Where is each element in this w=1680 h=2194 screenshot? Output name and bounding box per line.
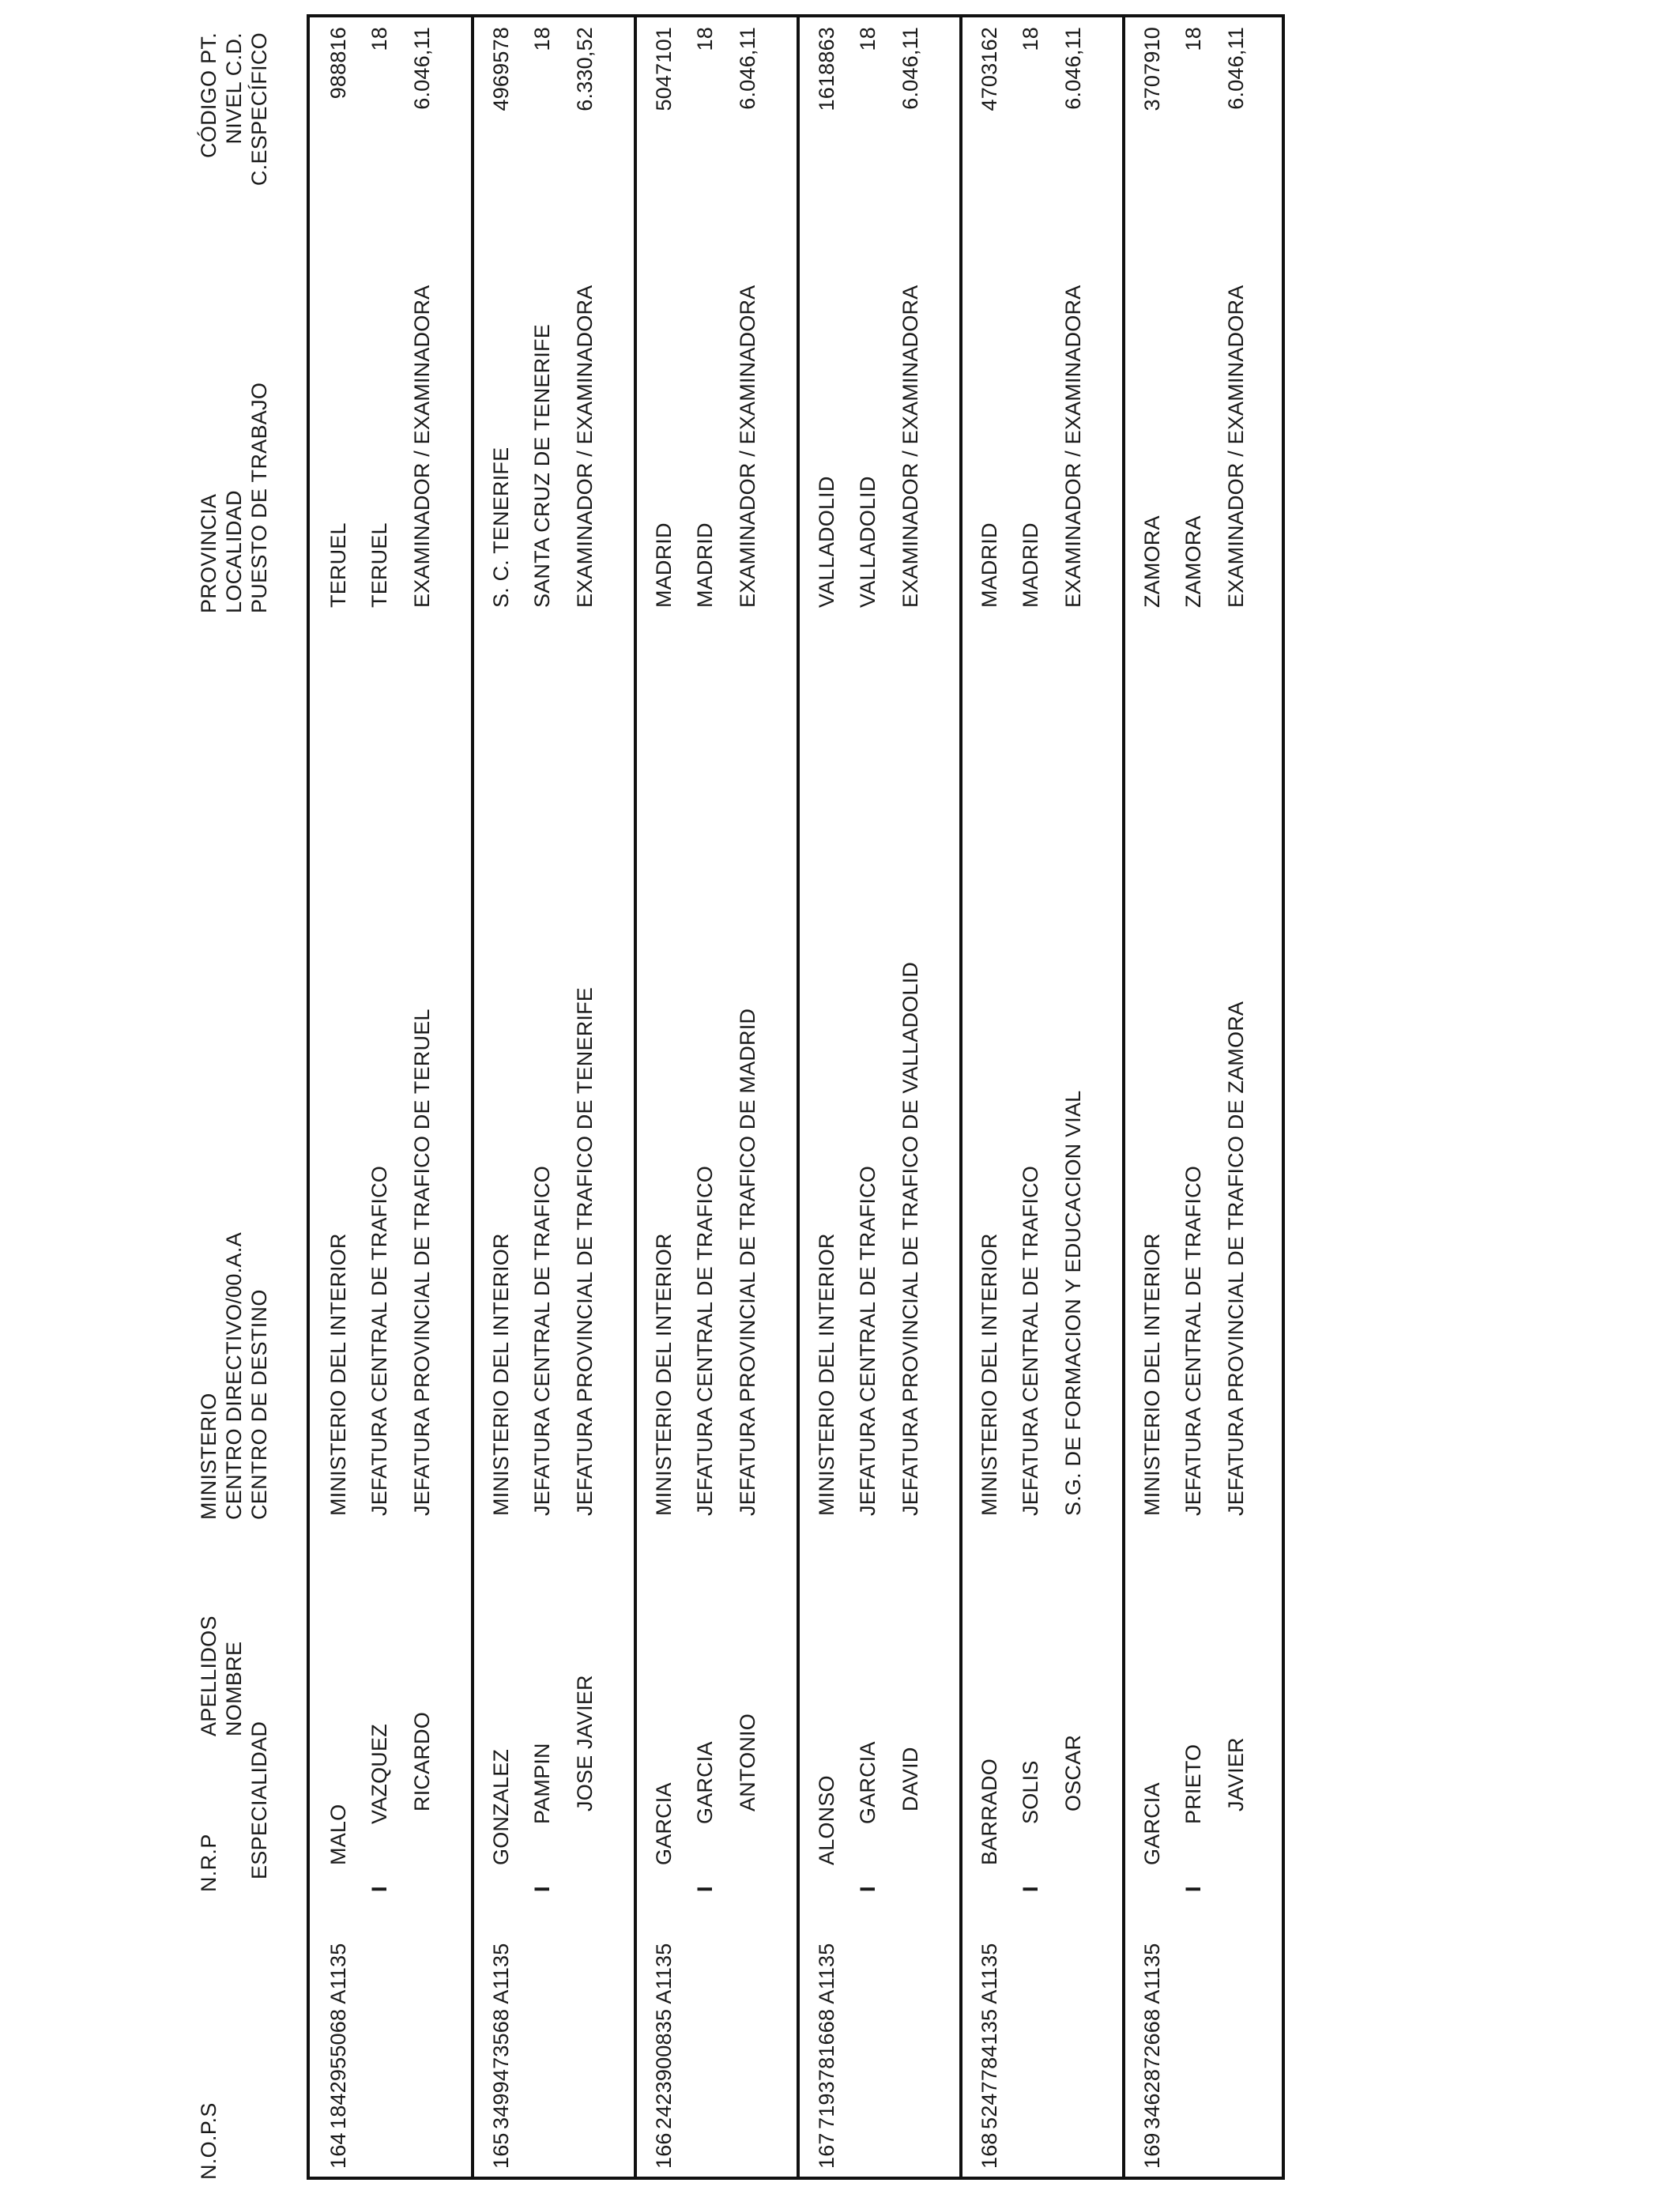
cell-puesto: EXAMINADOR / EXAMINADORA — [736, 285, 759, 608]
cell-provincia: VALLADOLID — [815, 476, 838, 608]
cell-apellido1: MALO — [326, 1804, 350, 1865]
cell-especifico: 6.046,11 — [1061, 27, 1085, 110]
cell-nops: 166 — [652, 2132, 676, 2169]
table-row — [635, 17, 798, 2177]
table-row — [1124, 17, 1286, 2177]
cell-centro-destino: S.G. DE FORMACION Y EDUCACION VIAL — [1061, 1090, 1085, 1516]
cell-puesto: EXAMINADOR / EXAMINADORA — [1224, 285, 1248, 608]
cell-ministerio: MINISTERIO DEL INTERIOR — [489, 1233, 513, 1516]
cell-apellido1: ALONSO — [815, 1775, 838, 1865]
cell-nivel: 18 — [693, 27, 717, 51]
cell-provincia: MADRID — [977, 522, 1001, 608]
header-nrp-label: N.R.P — [197, 1834, 220, 1892]
table-row — [310, 17, 473, 2177]
cell-codigo: 3707910 — [1140, 27, 1164, 111]
cell-puesto: EXAMINADOR / EXAMINADORA — [1061, 285, 1085, 608]
cell-nrp: 5247784135 A1135 — [977, 1943, 1001, 2129]
cell-especialidad: I — [856, 1886, 880, 1892]
header-provincia-label: PROVINCIA — [197, 493, 220, 613]
header-centro — [196, 1232, 272, 1520]
cell-centro-directivo: JEFATURA CENTRAL DE TRAFICO — [1019, 1166, 1042, 1516]
cell-ministerio: MINISTERIO DEL INTERIOR — [977, 1233, 1001, 1516]
cell-nombre: JAVIER — [1224, 1737, 1248, 1811]
cell-apellido1: BARRADO — [977, 1759, 1001, 1865]
cell-codigo: 4969578 — [489, 27, 513, 111]
cell-apellido1: GARCIA — [652, 1782, 676, 1865]
cell-nivel: 18 — [1019, 27, 1042, 51]
cell-localidad: SANTA CRUZ DE TENERIFE — [530, 324, 554, 608]
header-especialidad — [247, 1721, 272, 1879]
cell-codigo: 988816 — [326, 27, 350, 100]
cell-localidad: VALLADOLID — [856, 476, 880, 608]
cell-provincia: MADRID — [652, 522, 676, 608]
header-localidad-label: LOCALIDAD — [222, 490, 246, 613]
cell-provincia: S. C. TENERIFE — [489, 447, 513, 608]
cell-apellido2: PRIETO — [1181, 1744, 1205, 1824]
header-provincia — [196, 383, 272, 613]
cell-nops: 165 — [489, 2132, 513, 2169]
cell-nombre: OSCAR — [1061, 1734, 1085, 1811]
cell-nrp: 1842955068 A1135 — [326, 1943, 350, 2129]
header-codigo-block — [196, 32, 272, 187]
cell-nops: 168 — [977, 2132, 1001, 2169]
cell-centro-directivo: JEFATURA CENTRAL DE TRAFICO — [856, 1166, 880, 1516]
header-especialidad-label: ESPECIALIDAD — [247, 1721, 271, 1879]
cell-especialidad: I — [1181, 1886, 1205, 1892]
header-nops — [196, 2102, 221, 2180]
cell-nombre: JOSE JAVIER — [573, 1675, 597, 1811]
cell-nivel: 18 — [530, 27, 554, 51]
cell-centro-directivo: JEFATURA CENTRAL DE TRAFICO — [1181, 1166, 1205, 1516]
cell-especifico: 6.046,11 — [898, 27, 922, 110]
cell-apellido2: SOLIS — [1019, 1760, 1042, 1824]
cell-nombre: DAVID — [898, 1747, 922, 1811]
cell-centro-destino: JEFATURA PROVINCIAL DE TRAFICO DE TERUEL — [410, 1008, 434, 1516]
header-nrp — [196, 1834, 221, 1892]
cell-especialidad: I — [530, 1886, 554, 1892]
header-centro-directivo-label: CENTRO DIRECTIVO/00.A.A — [222, 1232, 246, 1520]
cell-apellido1: GONZALEZ — [489, 1748, 513, 1865]
header-nivel-label: NIVEL C.D. — [222, 32, 246, 145]
cell-nops: 169 — [1140, 2132, 1164, 2169]
cell-nombre: RICARDO — [410, 1712, 434, 1811]
cell-centro-destino: JEFATURA PROVINCIAL DE TRAFICO DE VALLADOLID — [898, 962, 922, 1516]
cell-nombre: ANTONIO — [736, 1713, 759, 1811]
cell-localidad: ZAMORA — [1181, 515, 1205, 608]
cell-centro-destino: JEFATURA PROVINCIAL DE TRAFICO DE TENERIFE — [573, 986, 597, 1516]
records-table — [307, 14, 1285, 2180]
header-apellidos-label: APELLIDOS — [197, 1615, 220, 1736]
cell-centro-directivo: JEFATURA CENTRAL DE TRAFICO — [693, 1166, 717, 1516]
header-especifico-label: C.ESPECÍFICO — [247, 32, 271, 187]
header-puesto-label: PUESTO DE TRABAJO — [247, 382, 271, 613]
row-divider — [959, 17, 962, 2177]
cell-ministerio: MINISTERIO DEL INTERIOR — [652, 1233, 676, 1516]
cell-especifico: 6.046,11 — [736, 27, 759, 110]
cell-localidad: MADRID — [693, 522, 717, 608]
cell-nivel: 18 — [367, 27, 391, 51]
cell-apellido2: PAMPIN — [530, 1743, 554, 1824]
header-ministerio-label: MINISTERIO — [197, 1393, 220, 1520]
header-nops-label: N.O.P.S — [197, 2102, 220, 2180]
cell-especifico: 6.046,11 — [1224, 27, 1248, 110]
cell-centro-destino: JEFATURA PROVINCIAL DE TRAFICO DE MADRID — [736, 1008, 759, 1516]
header-apellidos — [196, 1615, 247, 1736]
cell-centro-directivo: JEFATURA CENTRAL DE TRAFICO — [530, 1166, 554, 1516]
cell-ministerio: MINISTERIO DEL INTERIOR — [815, 1233, 838, 1516]
cell-apellido2: GARCIA — [693, 1741, 717, 1824]
cell-nops: 167 — [815, 2132, 838, 2169]
row-divider — [634, 17, 637, 2177]
header-centro-destino-label: CENTRO DE DESTINO — [247, 1289, 271, 1520]
cell-localidad: MADRID — [1019, 522, 1042, 608]
cell-especialidad: I — [367, 1886, 391, 1892]
cell-centro-destino: JEFATURA PROVINCIAL DE TRAFICO DE ZAMORA — [1224, 1001, 1248, 1516]
row-divider — [1122, 17, 1125, 2177]
cell-codigo: 1618863 — [815, 27, 838, 111]
cell-nivel: 18 — [1181, 27, 1205, 51]
cell-provincia: ZAMORA — [1140, 515, 1164, 608]
cell-apellido1: GARCIA — [1140, 1782, 1164, 1865]
cell-ministerio: MINISTERIO DEL INTERIOR — [326, 1233, 350, 1516]
cell-codigo: 5047101 — [652, 27, 676, 111]
cell-nrp: 3499473568 A1135 — [489, 1943, 513, 2129]
cell-especialidad: I — [1019, 1886, 1042, 1892]
table-row — [473, 17, 635, 2177]
cell-especifico: 6.046,11 — [410, 27, 434, 110]
table-row — [961, 17, 1124, 2177]
row-divider — [471, 17, 474, 2177]
cell-localidad: TERUEL — [367, 522, 391, 608]
cell-nrp: 7193781668 A1135 — [815, 1943, 838, 2129]
cell-nrp: 2423900835 A1135 — [652, 1943, 676, 2129]
table-row — [798, 17, 961, 2177]
row-divider — [797, 17, 800, 2177]
cell-apellido2: VAZQUEZ — [367, 1724, 391, 1824]
cell-apellido2: GARCIA — [856, 1741, 880, 1824]
cell-centro-directivo: JEFATURA CENTRAL DE TRAFICO — [367, 1166, 391, 1516]
cell-codigo: 4703162 — [977, 27, 1001, 111]
cell-ministerio: MINISTERIO DEL INTERIOR — [1140, 1233, 1164, 1516]
cell-especialidad: I — [693, 1886, 717, 1892]
cell-puesto: EXAMINADOR / EXAMINADORA — [573, 285, 597, 608]
header-nombre-label: NOMBRE — [222, 1641, 246, 1736]
cell-nrp: 3462872668 A1135 — [1140, 1943, 1164, 2129]
cell-nivel: 18 — [856, 27, 880, 51]
cell-puesto: EXAMINADOR / EXAMINADORA — [898, 285, 922, 608]
cell-especifico: 6.330,52 — [573, 27, 597, 111]
cell-puesto: EXAMINADOR / EXAMINADORA — [410, 285, 434, 608]
cell-nops: 164 — [326, 2132, 350, 2169]
cell-provincia: TERUEL — [326, 522, 350, 608]
header-codigo-label: CÓDIGO PT. — [197, 32, 220, 159]
